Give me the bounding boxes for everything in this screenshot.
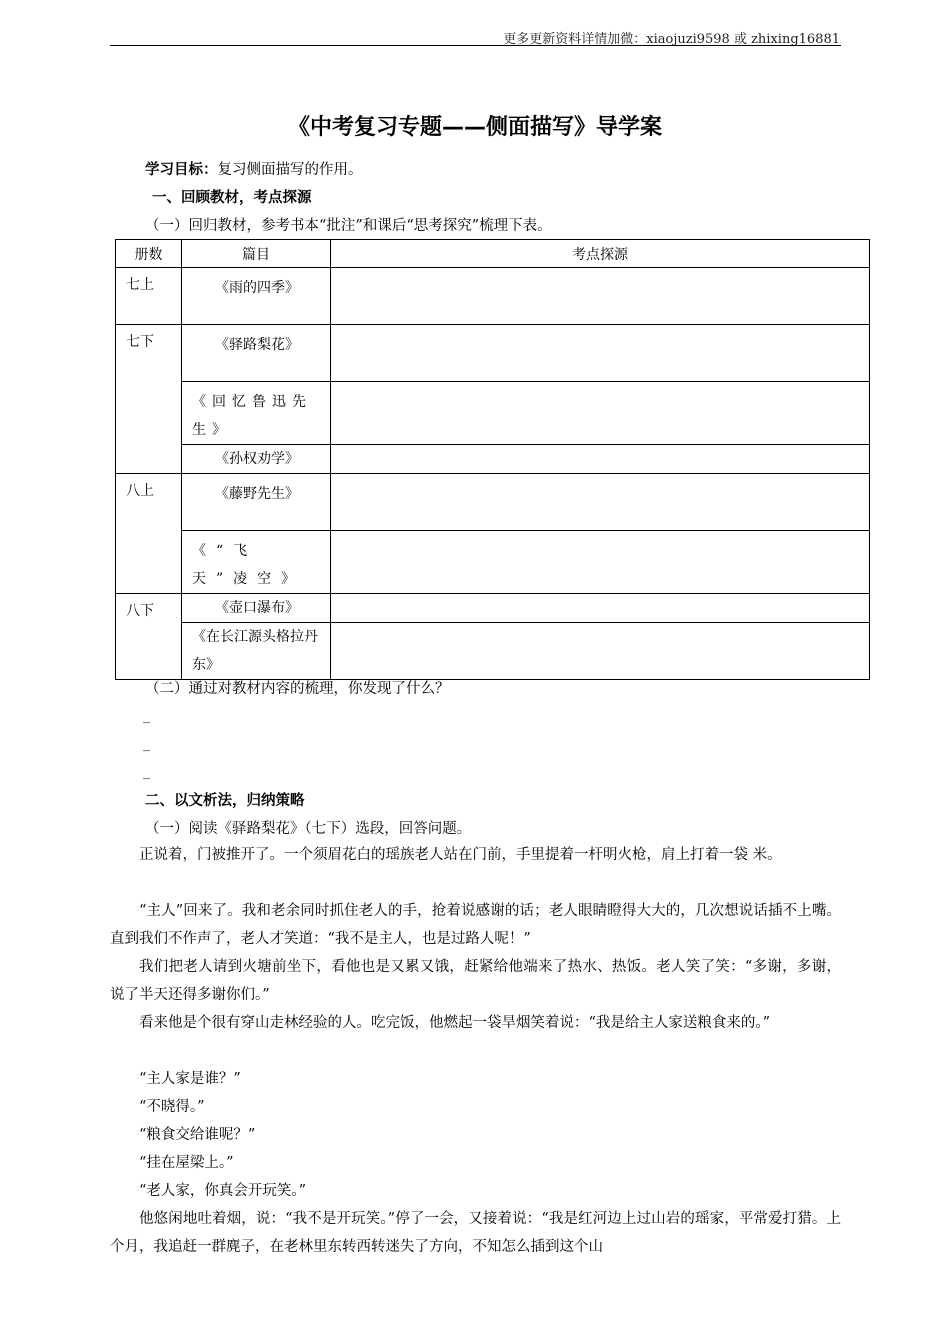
objective-label: 学习目标： — [145, 162, 218, 178]
header-contact-note: 更多更新资料详情加微：xiaojuzi9598 或 zhixing16881 — [503, 32, 840, 47]
passage-paragraph: 他悠闲地吐着烟，说：“我不是开玩笑。”停了一会，又接着说：“我是红河边上过山岩的瑶家，平常爱打猎。上个月，我追赶一群麂子，在老林里东转西转迷失了方向，不知怎么插到这个山 — [110, 1211, 841, 1255]
volume-cell: 八下 — [116, 594, 182, 680]
answer-cell[interactable] — [331, 474, 870, 531]
title-cell: 《回忆鲁迅先生》 — [182, 382, 331, 445]
table-row — [116, 531, 870, 594]
review-table — [115, 239, 870, 680]
section1-heading: 一、回顾教材，考点探源 — [152, 190, 312, 206]
table-row — [116, 623, 870, 680]
answer-cell[interactable] — [331, 594, 870, 623]
answer-cell[interactable] — [331, 445, 870, 474]
section2-instruction: （一）阅读《驿路梨花》（七下）选段，回答问题。 — [145, 821, 472, 837]
title-cell: 《在长江源头格拉丹东》 — [182, 623, 331, 680]
title-cell: 《壶口瀑布》 — [182, 594, 331, 623]
table-header-title: 篇目 — [182, 240, 331, 268]
answer-blank[interactable]: _ — [143, 764, 150, 780]
answer-cell[interactable] — [331, 531, 870, 594]
table-header-source: 考点探源 — [331, 240, 870, 268]
section1-question: （二）通过对教材内容的梳理，你发现了什么？ — [145, 681, 450, 697]
answer-blank[interactable]: _ — [143, 708, 150, 724]
passage-paragraph: “不晓得。” — [139, 1099, 205, 1115]
title-cell: 《藤野先生》 — [182, 474, 331, 531]
answer-cell[interactable] — [331, 268, 870, 325]
passage-paragraph: 正说着，门被推开了。一个须眉花白的瑶族老人站在门前，手里提着一杆明火枪，肩上打着一袋 米。 — [139, 847, 782, 863]
table-row — [116, 594, 870, 623]
passage-paragraph: 看来他是个很有穿山走林经验的人。吃完饭，他燃起一袋旱烟笑着说：“我是给主人家送粮食来的。” — [139, 1015, 771, 1031]
header-divider — [110, 45, 841, 46]
table-header-row — [116, 240, 870, 268]
answer-cell[interactable] — [331, 623, 870, 680]
answer-cell[interactable] — [331, 325, 870, 382]
learning-objective — [145, 158, 363, 179]
passage-paragraph: “粮食交给谁呢？” — [139, 1127, 256, 1143]
passage-paragraph: “主人”回来了。我和老余同时抓住老人的手，抢着说感谢的话；老人眼睛瞪得大大的，几次想说话插不上嘴。直到我们不作声了，老人才笑道：“我不是主人，也是过路人呢！” — [110, 903, 841, 947]
table-row — [116, 382, 870, 445]
section1-instruction: （一）回归教材，参考书本“批注”和课后“思考探究”梳理下表。 — [145, 218, 552, 234]
objective-text: 复习侧面描写的作用。 — [217, 162, 363, 178]
title-cell: 《“飞天”凌空》 — [182, 531, 331, 594]
table-row — [116, 325, 870, 382]
answer-cell[interactable] — [331, 382, 870, 445]
volume-cell: 七下 — [116, 325, 182, 474]
answer-blank[interactable]: _ — [143, 736, 150, 752]
volume-cell: 八上 — [116, 474, 182, 594]
volume-cell: 七上 — [116, 268, 182, 325]
passage-paragraph: “主人家是谁？” — [139, 1071, 241, 1087]
page-title: 《中考复习专题——侧面描写》导学案 — [287, 115, 662, 140]
table-row — [116, 474, 870, 531]
passage-paragraph: “挂在屋梁上。” — [139, 1155, 234, 1171]
passage-paragraph: “老人家，你真会开玩笑。” — [139, 1183, 307, 1199]
title-cell: 《驿路梨花》 — [182, 325, 331, 382]
title-cell: 《孙权劝学》 — [182, 445, 331, 474]
passage-paragraph: 我们把老人请到火塘前坐下，看他也是又累又饿，赶紧给他端来了热水、热饭。老人笑了笑：“多谢，多谢，说了半天还得多谢你们。” — [110, 959, 841, 1003]
table-row — [116, 268, 870, 325]
title-cell: 《雨的四季》 — [182, 268, 331, 325]
section2-heading: 二、以文析法，归纳策略 — [145, 793, 305, 809]
table-header-volume: 册数 — [116, 240, 182, 268]
table-row — [116, 445, 870, 474]
